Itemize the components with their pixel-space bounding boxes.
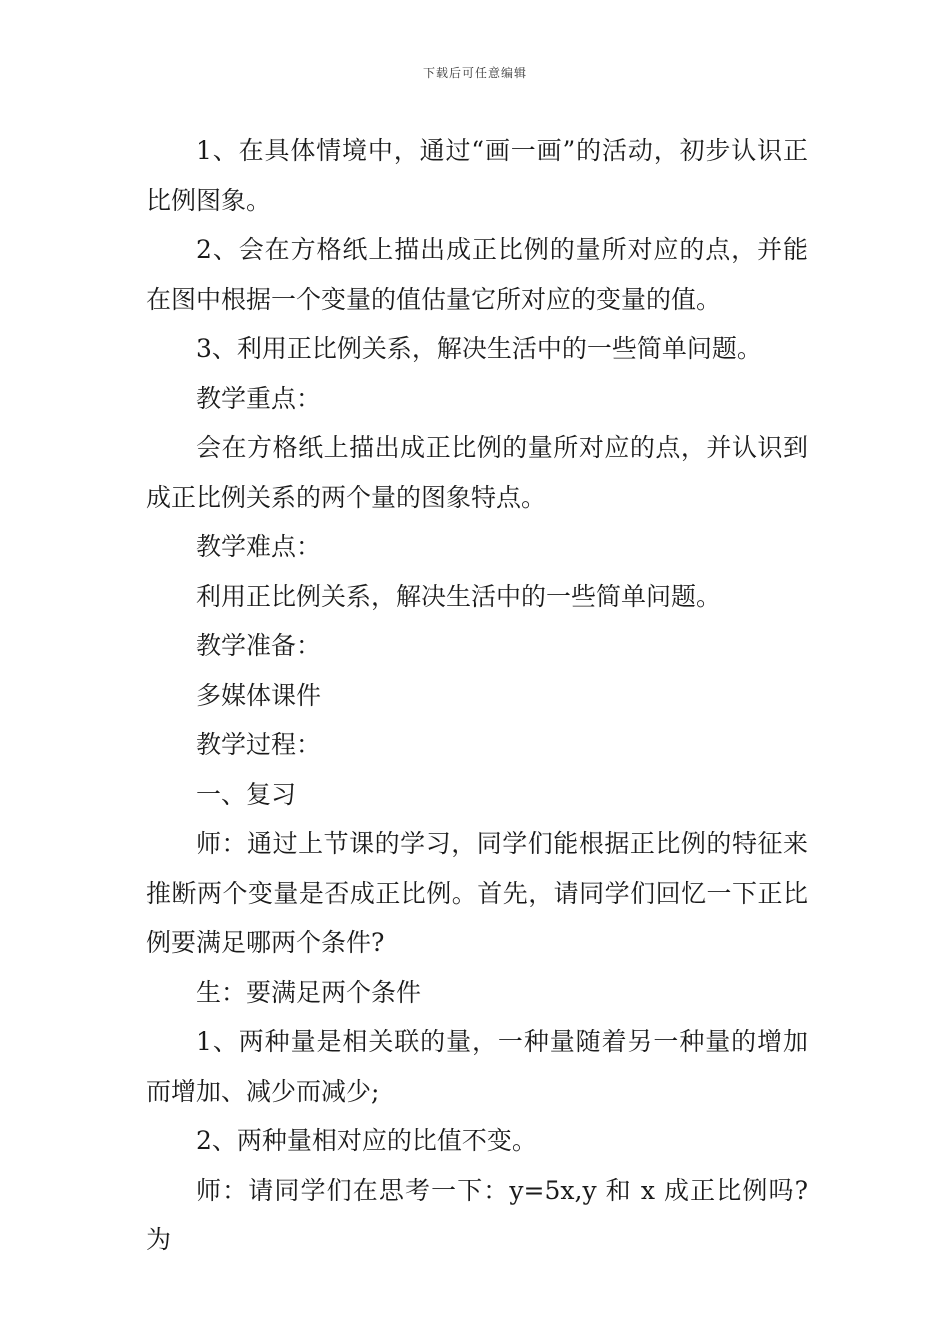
paragraph: 2、两种量相对应的比值不变。 (196, 1126, 537, 1155)
paragraph: 会在方格纸上描出成正比例的量所对应的点，并认识到成正比例关系的两个量的图象特点。 (146, 433, 808, 512)
paragraph: 多媒体课件 (196, 680, 322, 710)
paragraph: 3、利用正比例关系，解决生活中的一些简单问题。 (196, 334, 762, 363)
document-body (146, 126, 808, 1265)
section-heading: 教学过程： (196, 730, 322, 759)
section-heading: 一、复习 (196, 779, 297, 809)
section-heading: 教学准备： (196, 631, 322, 660)
section-heading: 教学重点： (196, 383, 322, 413)
paragraph: 1、两种量是相关联的量，一种量随着另一种量的增加而增加、减少而减少; (146, 1027, 808, 1106)
page-header: 下载后可任意编辑 (422, 66, 527, 80)
section-heading: 教学难点： (196, 532, 322, 561)
paragraph: 师：请同学们在思考一下：y=5x,y 和 x 成正比例吗?为 (146, 1175, 808, 1254)
paragraph: 利用正比例关系，解决生活中的一些简单问题。 (196, 581, 722, 611)
paragraph: 生：要满足两个条件 (196, 977, 422, 1007)
paragraph: 师：通过上节课的学习，同学们能根据正比例的特征来推断两个变量是否成正比例。首先，请同学们回忆一下正比例要满足哪两个条件? (146, 829, 808, 957)
paragraph: 2、会在方格纸上描出成正比例的量所对应的点，并能在图中根据一个变量的值估量它所对应的变量的值。 (146, 235, 808, 314)
paragraph: 1、在具体情境中，通过“画一画”的活动，初步认识正比例图象。 (146, 136, 808, 215)
